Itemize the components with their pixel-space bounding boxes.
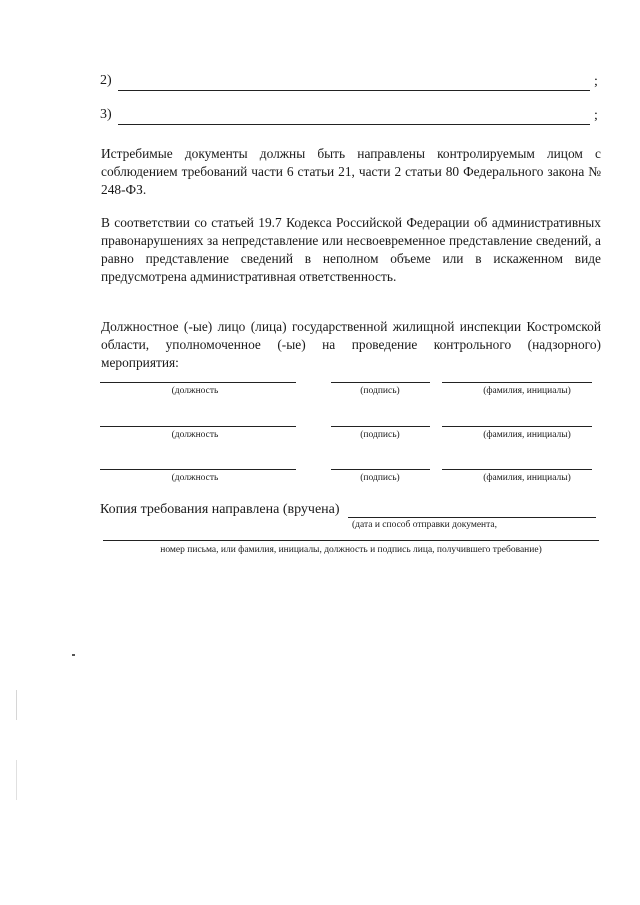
item-2-blank-line [118, 90, 590, 91]
signature-line [331, 426, 430, 427]
officials-paragraph: Должностное (-ые) лицо (лица) государственной жилищной инспекции Костромской области, уполномоченное (-ые) на проведение контрольного (надзорного) мероприятия: [101, 319, 601, 370]
item-2-number: 2) [100, 73, 112, 88]
name-line [442, 426, 592, 427]
position-line [100, 426, 296, 427]
name-caption: (фамилия, инициалы) [483, 386, 571, 396]
position-caption: (должность [171, 386, 219, 396]
position-caption: (должность [171, 430, 219, 440]
name-line [442, 469, 592, 470]
scan-artifact [16, 690, 17, 720]
item-2-semicolon: ; [594, 74, 598, 89]
copy-caption-date: (дата и способ отправки документа, [352, 520, 497, 530]
item-3-blank-line [118, 124, 590, 125]
copy-caption-recipient: номер письма, или фамилия, инициалы, должность и подпись лица, получившего требование) [160, 545, 542, 555]
name-caption: (фамилия, инициалы) [483, 473, 571, 483]
copy-sent-label: Копия требования направлена (вручена) [100, 502, 340, 517]
name-line [442, 382, 592, 383]
signature-caption: (подпись) [360, 386, 400, 396]
signature-line [331, 382, 430, 383]
item-3-number: 3) [100, 107, 112, 122]
copy-recipient-line [103, 540, 599, 541]
signature-caption: (подпись) [360, 430, 400, 440]
scan-artifact [16, 760, 17, 800]
copy-sent-line [348, 517, 596, 518]
documents-paragraph: Истребимые документы должны быть направлены контролируемым лицом с соблюдением требований части 6 статьи 21, части 2 статьи 80 Федерального закона № 248-ФЗ. [101, 146, 601, 197]
liability-paragraph: В соответствии со статьей 19.7 Кодекса Российской Федерации об административных правонарушениях за непредставление или несвоевременное представление сведений, а равно представление сведений в неполном объеме или в искаженном виде предусмотрена административная ответственность. [101, 215, 601, 284]
scan-speck [72, 654, 75, 656]
position-line [100, 469, 296, 470]
item-3-semicolon: ; [594, 108, 598, 123]
name-caption: (фамилия, инициалы) [483, 430, 571, 440]
signature-caption: (подпись) [360, 473, 400, 483]
position-caption: (должность [171, 473, 219, 483]
position-line [100, 382, 296, 383]
signature-line [331, 469, 430, 470]
